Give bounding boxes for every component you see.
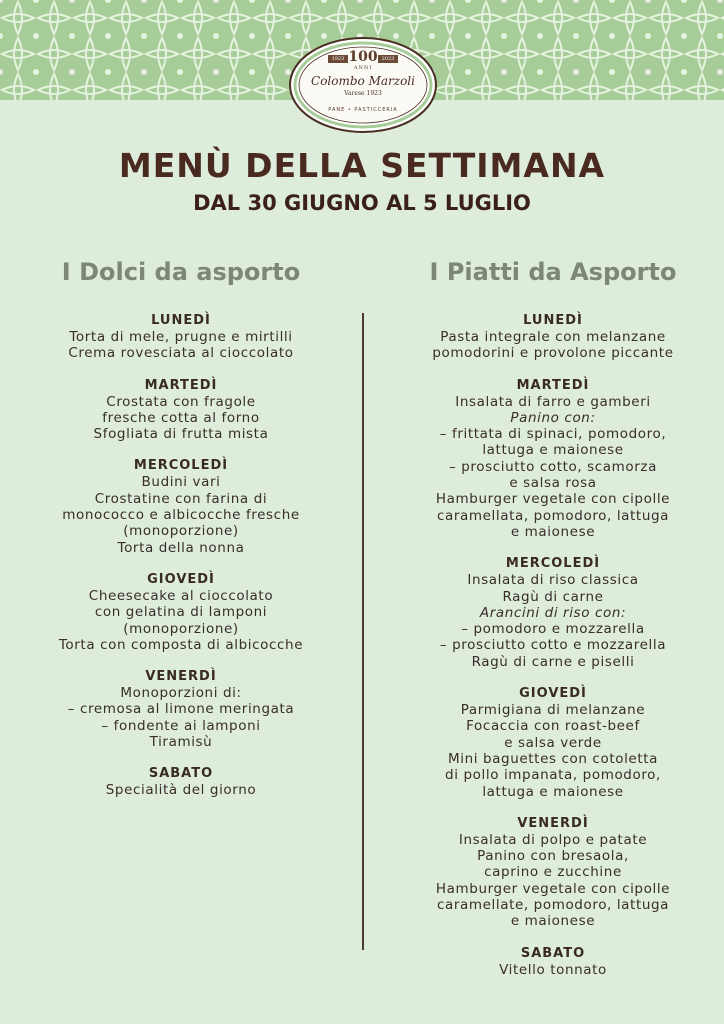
day-section [398, 685, 708, 800]
menu-item-line: Pasta integrale con melanzane [440, 329, 666, 345]
menu-item-line: Vitello tonnato [499, 961, 607, 978]
menu-item-line: e maionese [510, 913, 596, 930]
logo-anni: ANNI [353, 65, 373, 71]
menu-item-line: Crostatine con farina di [94, 490, 268, 507]
logo-city: Varese 1923 [344, 90, 382, 97]
menu-item-line: monococco e albicocche fresche [62, 507, 300, 524]
menu-item-line: fresche cotta al forno [102, 409, 260, 426]
menu-item-line: Budini vari [141, 474, 221, 491]
day-name: VENERDÌ [517, 815, 589, 831]
day-section [398, 815, 708, 930]
day-section [26, 377, 336, 443]
menu-item-line: Torta con composta di albicocche [58, 636, 304, 653]
day-name: MARTEDÌ [144, 377, 218, 393]
day-name: VENERDÌ [145, 669, 217, 685]
day-name: LUNEDÌ [151, 313, 211, 328]
day-section [398, 945, 708, 978]
menu-item-line: lattuga e maionese [482, 783, 624, 800]
page-subtitle: DAL 30 GIUGNO AL 5 LUGLIO [193, 191, 531, 215]
column-divider [362, 313, 364, 950]
menu-item-line: lattuga e maionese [482, 442, 624, 459]
menu-item-line: caprino e zucchine [484, 864, 622, 881]
day-name: MERCOLEDÌ [133, 458, 229, 474]
menu-item-line: Panino con bresaola, [477, 848, 629, 865]
menu-item-line: di pollo impanata, pomodoro, [445, 767, 661, 784]
menu-item-line: Hamburger vegetale con cipolle [435, 880, 671, 897]
menu-item-line: Insalata di farro e gamberi [455, 393, 651, 410]
piatti-column [398, 312, 708, 993]
dolci-column [26, 312, 336, 814]
menu-item-line: Insalata di riso classica [467, 572, 639, 589]
menu-item-line: e salsa verde [504, 734, 602, 751]
menu-item-line: Torta della nonna [117, 539, 245, 556]
menu-item-line: caramellate, pomodoro, lattuga [436, 897, 670, 914]
day-name: MERCOLEDÌ [505, 556, 601, 572]
menu-item-line: – frittata di spinaci, pomodoro, [439, 426, 667, 443]
brand-logo [288, 36, 438, 134]
day-name: SABATO [520, 945, 586, 961]
menu-item-line: caramellata, pomodoro, lattuga [436, 507, 670, 524]
menu-item-line: Panino con: [510, 409, 596, 426]
day-name: LUNEDÌ [523, 313, 583, 328]
menu-item-line: Crema rovesciata al cioccolato [68, 345, 294, 362]
logo-year-end: 2023 [378, 55, 398, 63]
menu-item-line: – prosciutto cotto, scamorza [449, 458, 657, 475]
menu-item-line: con gelatina di lamponi [94, 604, 268, 621]
day-section [398, 312, 708, 362]
day-name: MARTEDÌ [516, 377, 590, 393]
logo-year-start: 1923 [328, 55, 348, 63]
menu-item-line: Focaccia con roast-beef [466, 718, 640, 735]
logo-brand-name: Colombo Marzoli [311, 74, 415, 88]
day-section [26, 571, 336, 653]
day-section [398, 555, 708, 670]
menu-item-line: Insalata di polpo e patate [458, 831, 648, 848]
logo-subtitle: PANE • PASTICCERIA [328, 107, 398, 113]
logo-years: 100 [348, 49, 378, 65]
menu-item-line: Arancini di riso con: [479, 604, 627, 621]
menu-item-line: Tiramisù [149, 734, 213, 751]
menu-item-line: Ragù di carne e piselli [471, 653, 635, 670]
dolci-heading: I Dolci da asporto [61, 258, 301, 286]
day-section [26, 765, 336, 798]
day-section [398, 377, 708, 541]
menu-item-line: Crostata con fragole [106, 393, 256, 410]
menu-item-line: (monoporzione) [123, 523, 239, 540]
menu-item-line: Torta di mele, prugne e mirtilli [69, 329, 293, 345]
menu-item-line: e salsa rosa [509, 475, 597, 492]
menu-item-line: Cheesecake al cioccolato [88, 587, 274, 604]
menu-item-line: Mini baguettes con cotoletta [448, 750, 658, 767]
menu-item-line: e maionese [510, 523, 596, 540]
day-section [26, 312, 336, 362]
day-name: GIOVEDÌ [147, 571, 215, 587]
menu-item-line: – fondente ai lamponi [101, 717, 261, 734]
menu-item-line: Sfogliata di frutta mista [93, 426, 269, 443]
menu-item-line: Hamburger vegetale con cipolle [435, 491, 671, 508]
day-name: SABATO [148, 766, 214, 782]
menu-item-line: pomodorini e provolone piccante [432, 345, 674, 362]
menu-item-line: – pomodoro e mozzarella [461, 621, 645, 638]
menu-item-line: – prosciutto cotto e mozzarella [439, 637, 667, 654]
menu-item-line: Specialità del giorno [105, 782, 257, 799]
page-title: MENÙ DELLA SETTIMANA [118, 146, 606, 185]
menu-item-line: – cremosa al limone meringata [67, 701, 295, 718]
piatti-heading: I Piatti da Asporto [429, 258, 677, 286]
day-section [26, 668, 336, 750]
day-section [26, 457, 336, 555]
menu-item-line: (monoporzione) [123, 620, 239, 637]
day-name: GIOVEDÌ [519, 686, 587, 702]
menu-item-line: Parmigiana di melanzane [460, 702, 646, 719]
menu-item-line: Ragù di carne [502, 588, 604, 605]
menu-item-line: Monoporzioni di: [120, 685, 242, 702]
